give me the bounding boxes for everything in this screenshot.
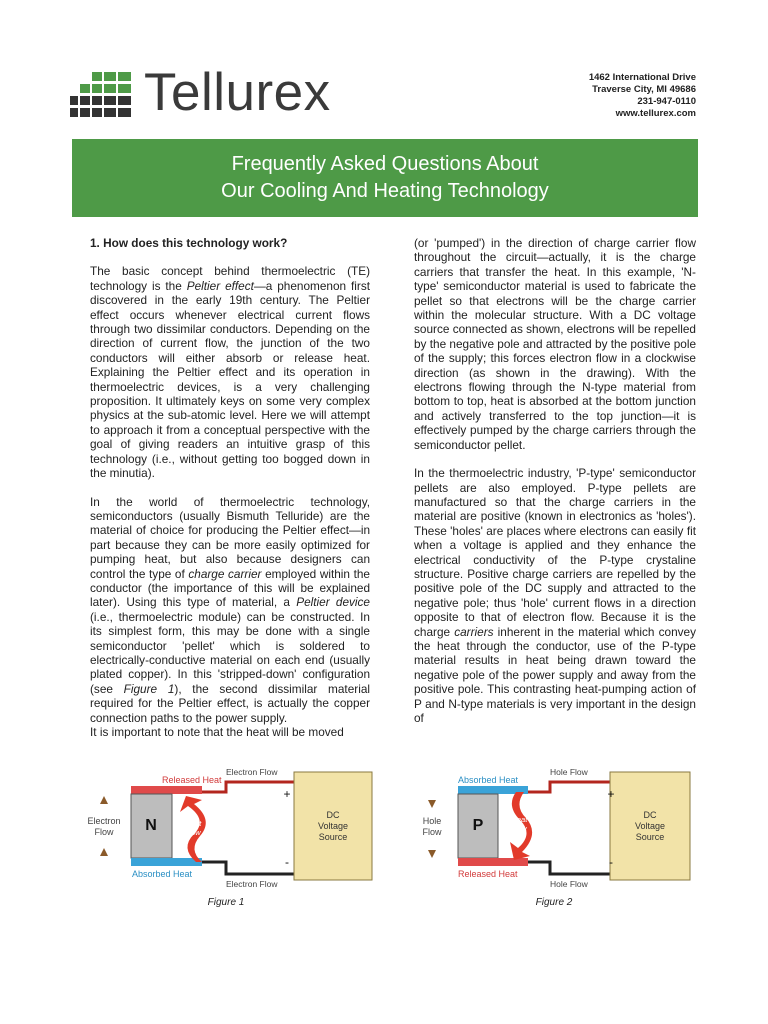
absorbed-heat-bar [131, 858, 202, 866]
source-label: Voltage [634, 821, 666, 831]
address-phone: 231-947-0110 [637, 96, 696, 107]
heat-flow-label: heat [186, 819, 202, 828]
right-column [414, 236, 696, 725]
bottom-flow-label: Hole Flow [550, 879, 588, 889]
top-wire [528, 782, 618, 806]
side-flow-label: Flow [422, 827, 442, 837]
left-paragraph-1: The basic concept behind thermoelectric (TE) technology is the Peltier effect—a phenomenon first discovered in the early 19th century. The Peltier effect occurs whenever electrical current flows through two dissimilar conductors. Depending on the direction of current flow, the junction of the two conductors will either absorb or release heat. Explaining the Peltier effect and its operation in thermoelectric devices, is a very challenging proposition. It ultimately keys on some very complex physics at the sub-atomic level. Here we will attempt to approach it from a conceptual perspective with the goal of giving readers an intuitive grasp of this technology (i.e., without getting too bogged down in the minutia). [90, 264, 370, 481]
plus-terminal: + [283, 787, 291, 801]
side-flow-label: Electron [87, 816, 121, 826]
released-heat-label: Released Heat [162, 775, 222, 785]
address-line-2: Traverse City, MI 49686 [592, 84, 696, 95]
company-address [589, 72, 696, 120]
absorbed-heat-label: Absorbed Heat [458, 775, 519, 785]
released-heat-bar [131, 786, 202, 794]
side-flow-label: Hole [422, 816, 442, 826]
figure-1-diagram [84, 762, 384, 912]
figure-caption: Figure 2 [535, 897, 573, 908]
up-arrow-icon [100, 848, 108, 856]
side-flow-label: Flow [94, 827, 114, 837]
source-label: Source [318, 832, 348, 842]
heat-flow-label: flow [187, 828, 201, 837]
address-line-1: 1462 International Drive [588, 72, 696, 83]
figure-caption: Figure 1 [207, 897, 245, 908]
tellurex-logo [70, 63, 400, 122]
pellet-type-label: P [472, 817, 484, 834]
brand-name: Tellurex [144, 63, 331, 122]
right-paragraph-2: In the thermoelectric industry, 'P-type' semiconductor pellets are also employed. P-type pellets are manufactured so that the charge carriers in the material are positive (known in electronics as 'holes'). These 'holes' are places where electrons can easily fit when a voltage is applied and they enhance the electrical conductivity of the P-type crystaline structure. Positive charge carriers are repelled by the positive pole of the DC supply and attracted to the negative pole; thus 'hole' current flows in a direction opposite to that of electron flow. Because it is the charge carriers inherent in the material which convey the heat through the conductor, use of the P-type material results in heat being drawn toward the negative pole of the power supply and away from the positive pole. This contrasting heat-pumping action of P and N-type materials is very important in the design of [414, 466, 696, 725]
bottom-wire [528, 862, 618, 874]
plus-terminal: + [607, 787, 615, 801]
left-column [90, 236, 370, 739]
released-heat-bar [458, 858, 528, 866]
source-label: DC [643, 810, 657, 820]
banner-title-line-1: Frequently Asked Questions About [231, 153, 539, 175]
question-heading: 1. How does this technology work? [90, 236, 288, 250]
released-heat-label: Released Heat [458, 869, 518, 879]
bottom-flow-label: Electron Flow [226, 879, 278, 889]
heat-flow-label: flow [513, 824, 527, 833]
logo-grid-icon [70, 72, 132, 118]
banner-title-line-2: Our Cooling And Heating Technology [221, 180, 549, 202]
absorbed-heat-label: Absorbed Heat [132, 869, 193, 879]
down-arrow-icon [428, 800, 436, 808]
source-label: Voltage [317, 821, 349, 831]
up-arrow-icon [100, 796, 108, 804]
pellet-type-label: N [145, 817, 157, 834]
down-arrow-icon [428, 850, 436, 858]
left-paragraph-2: In the world of thermoelectric technology, semiconductors (usually Bismuth Telluride) are the material of choice for producing the Peltier effect—in part because they can be more easily optimized for pumping heat, but also because designers can control the type of charge carrier employed within the conductor (the importance of this will be explained later). Using this type of material, a Peltier device (i.e., thermoelectric module) can be constructed. In its simplest form, this may be done with a single semiconductor 'pellet' which is soldered to electrically-conductive material on each end (usually plated copper). In this 'stripped-down' configuration (see Figure 1), the second dissimilar material required for the Peltier effect, is actually the copper connection paths to the power supply. [90, 494, 371, 725]
heat-flow-label: heat [512, 815, 528, 824]
top-flow-label: Hole Flow [550, 767, 588, 777]
address-website: www.tellurex.com [615, 108, 696, 119]
title-banner [72, 139, 698, 217]
minus-terminal: - [285, 855, 289, 869]
left-paragraph-3: It is important to note that the heat will be moved [90, 725, 344, 739]
figure-2-diagram [412, 762, 702, 912]
top-flow-label: Electron Flow [226, 767, 278, 777]
source-label: Source [635, 832, 665, 842]
minus-terminal: - [609, 855, 613, 869]
source-label: DC [326, 810, 340, 820]
right-paragraph-1: (or 'pumped') in the direction of charge carrier flow throughout the circuit—actually, it is the charge carriers that transfer the heat. In this example, 'N-type' semiconductor material is used to fabricate the pellet so that electrons will be the charge carrier within the molecular structure. With a DC voltage source connected as shown, electrons will be repelled by the negative pole and attracted by the positive pole of the supply; this forces electron flow in a clockwise direction (as shown in the drawing). With the electrons flowing through the N-type material from bottom to top, heat is absorbed at the bottom junction and actively transferred to the top junction—it is effectively pumped by the charge carriers through the semiconductor pellet. [414, 236, 697, 452]
